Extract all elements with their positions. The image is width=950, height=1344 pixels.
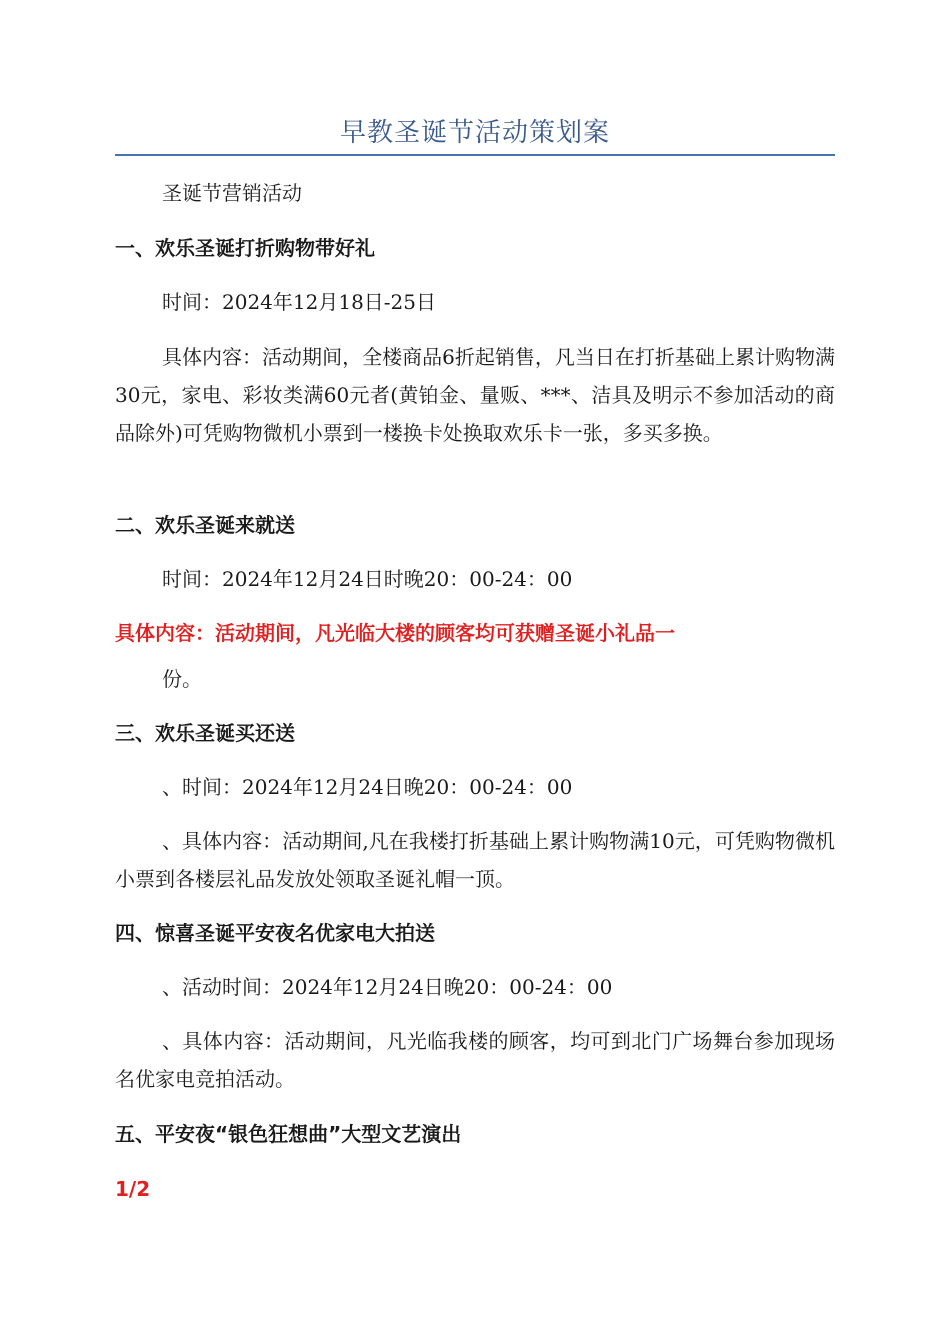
section-3-content: 、具体内容：活动期间,凡在我楼打折基础上累计购物满10元，可凭购物微机小票到各楼层礼品发放处领取圣诞礼帽一顶。 [115, 829, 835, 891]
page-number: 1/2 [115, 1177, 151, 1201]
section-5-heading: 五、平安夜“银色狂想曲”大型文艺演出 [115, 1122, 462, 1146]
section-1-content: 具体内容：活动期间，全楼商品6折起销售，凡当日在打折基础上累计购物满30元，家电、彩妆类满60元者(黄铂金、量贩、***、洁具及明示不参加活动的商品除外)可凭购物微机小票到一楼换卡处换取欢乐卡一张，多买多换。 [115, 345, 835, 445]
section-4-time: 、活动时间：2024年12月24日晚20：00-24：00 [162, 975, 613, 999]
section-4-heading: 四、惊喜圣诞平安夜名优家电大拍送 [115, 921, 435, 945]
section-2-content-highlight: 具体内容：活动期间，凡光临大楼的顾客均可获赠圣诞小礼品一 [115, 621, 675, 645]
section-2-heading: 二、欢乐圣诞来就送 [115, 513, 295, 537]
page-title: 早教圣诞节活动策划案 [339, 118, 610, 148]
title-divider [115, 154, 835, 156]
section-1-time: 时间：2024年12月18日-25日 [162, 290, 437, 314]
section-1-heading: 一、欢乐圣诞打折购物带好礼 [115, 236, 375, 260]
section-3-heading: 三、欢乐圣诞买还送 [115, 721, 295, 745]
section-2-time: 时间：2024年12月24日时晚20：00-24：00 [162, 567, 573, 591]
section-4-content: 、具体内容：活动期间，凡光临我楼的顾客，均可到北门广场舞台参加现场名优家电竞拍活动。 [115, 1029, 835, 1091]
intro-text: 圣诞节营销活动 [162, 181, 302, 205]
section-2-content-tail: 份。 [162, 667, 202, 691]
section-3-time: 、时间：2024年12月24日晚20：00-24：00 [162, 775, 573, 799]
